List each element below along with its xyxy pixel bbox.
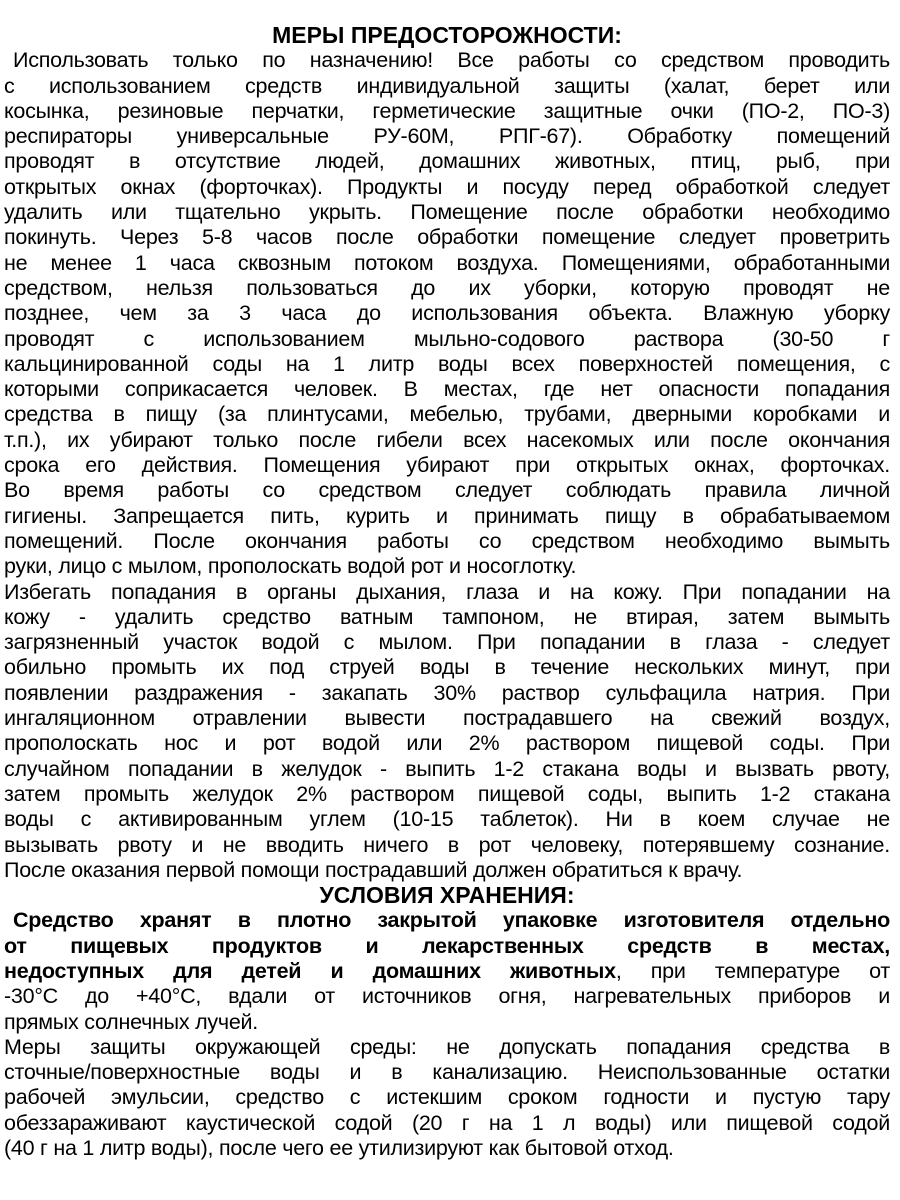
text-line: Во время работы со средством следует соблюдать правила личной [4, 478, 890, 503]
text-line: позднее, чем за 3 часа до использования объекта. Влажную уборку [4, 301, 890, 326]
storage-mixed-bold-run: недоступных для детей и домашних животных [4, 958, 616, 983]
text-line: появлении раздражения - закапать 30% раствор сульфацила натрия. При [4, 680, 890, 705]
storage-mixed-regular-run: , при температуре от [615, 958, 891, 983]
text-line: открытых окнах (форточках). Продукты и посуду перед обработкой следует [4, 174, 890, 199]
text-line: от пищевых продуктов и лекарственных средств в местах, [4, 933, 890, 958]
precautions-paragraph-2 [4, 580, 890, 884]
text-line: (40 г на 1 литр воды), после чего ее утилизируют как бытовой отход. [4, 1136, 674, 1161]
text-line: проводят в отсутствие людей, домашних животных, птиц, рыб, при [4, 149, 890, 174]
text-line: Меры защиты окружающей среды: не допускать попадания средства в [4, 1034, 890, 1059]
text-line: покинуть. Через 5-8 часов после обработки помещение следует проветрить [4, 225, 890, 250]
storage-heading: УСЛОВИЯ ХРАНЕНИЯ: [319, 882, 575, 909]
text-line: средством, нельзя пользоваться до их уборки, которую проводят не [4, 275, 890, 300]
storage-paragraph-bold-part [4, 908, 890, 959]
text-line: косынка, резиновые перчатки, герметические защитные очки (ПО-2, ПО-3) [4, 98, 890, 123]
text-line: респираторы универсальные РУ-60М, РПГ-67). Обработку помещений [4, 124, 890, 149]
text-line: срока его действия. Помещения убирают при открытых окнах, форточках. [4, 453, 890, 478]
text-line: После оказания первой помощи пострадавший должен обратиться к врачу. [4, 857, 743, 882]
environment-paragraph [4, 1035, 890, 1161]
text-line: затем промыть желудок 2% раствором пищевой соды, выпить 1-2 стакана [4, 781, 890, 806]
text-line: сточные/поверхностные воды и в канализацию. Неиспользованные остатки [4, 1060, 890, 1085]
text-line: гигиены. Запрещается пить, курить и принимать пищу в обрабатываемом [4, 503, 890, 528]
label-text-document [4, 23, 890, 1161]
text-line: средства в пищу (за плинтусами, мебелью, трубами, дверными коробками и [4, 402, 890, 427]
storage-paragraph-mixed-line [4, 959, 890, 984]
precautions-heading: МЕРЫ ПРЕДОСТОРОЖНОСТИ: [272, 22, 622, 48]
text-line: ингаляционном отравлении вывести пострадавшего на свежий воздух, [4, 706, 890, 731]
text-line: -30°С до +40°С, вдали от источников огня, нагревательных приборов и [4, 984, 890, 1009]
text-line: прополоскать нос и рот водой или 2% раствором пищевой соды. При [4, 731, 890, 756]
precautions-paragraph-1 [4, 48, 890, 579]
text-line: Использовать только по назначению! Все работы со средством проводить [13, 48, 890, 73]
text-line: т.п.), их убирают только после гибели всех насекомых или после окончания [4, 427, 890, 452]
text-line: загрязненный участок водой с мылом. При попадании в глаза - следует [4, 630, 890, 655]
text-line: вызывать рвоту и не вводить ничего в рот человеку, потерявшему сознание. [4, 832, 890, 857]
text-line: с использованием средств индивидуальной защиты (халат, берет или [4, 73, 890, 98]
text-line: прямых солнечных лучей. [4, 1009, 259, 1034]
text-line: случайном попадании в желудок - выпить 1-2 стакана воды и вызвать рвоту, [4, 756, 890, 781]
text-line: рабочей эмульсии, средство с истекшим сроком годности и пустую тару [4, 1085, 890, 1110]
text-line: не менее 1 часа сквозным потоком воздуха. Помещениями, обработанными [4, 250, 890, 275]
text-line: Избегать попадания в органы дыхания, глаза и на кожу. При попадании на [4, 579, 890, 604]
text-line: руки, лицо с мылом, прополоскать водой рот и носоглотку. [4, 554, 577, 579]
text-line: Средство хранят в плотно закрытой упаковке изготовителя отдельно [13, 908, 890, 933]
text-line: обеззараживают каустической содой (20 г на 1 л воды) или пищевой содой [4, 1110, 890, 1135]
text-line: воды с активированным углем (10-15 таблеток). Ни в коем случае не [4, 807, 890, 832]
text-line: обильно промыть их под струей воды в течение нескольких минут, при [4, 655, 890, 680]
text-line: кожу - удалить средство ватным тампоном, не втирая, затем вымыть [4, 604, 890, 629]
text-line: проводят с использованием мыльно-содового раствора (30-50 г [4, 326, 890, 351]
text-line: кальцинированной соды на 1 литр воды всех поверхностей помещения, с [4, 351, 890, 376]
text-line: которыми соприкасается человек. В местах, где нет опасности попадания [4, 377, 890, 402]
text-line: помещений. После окончания работы со средством необходимо вымыть [4, 528, 890, 553]
storage-paragraph-regular-part [4, 984, 890, 1035]
text-line: удалить или тщательно укрыть. Помещение после обработки необходимо [4, 200, 890, 225]
